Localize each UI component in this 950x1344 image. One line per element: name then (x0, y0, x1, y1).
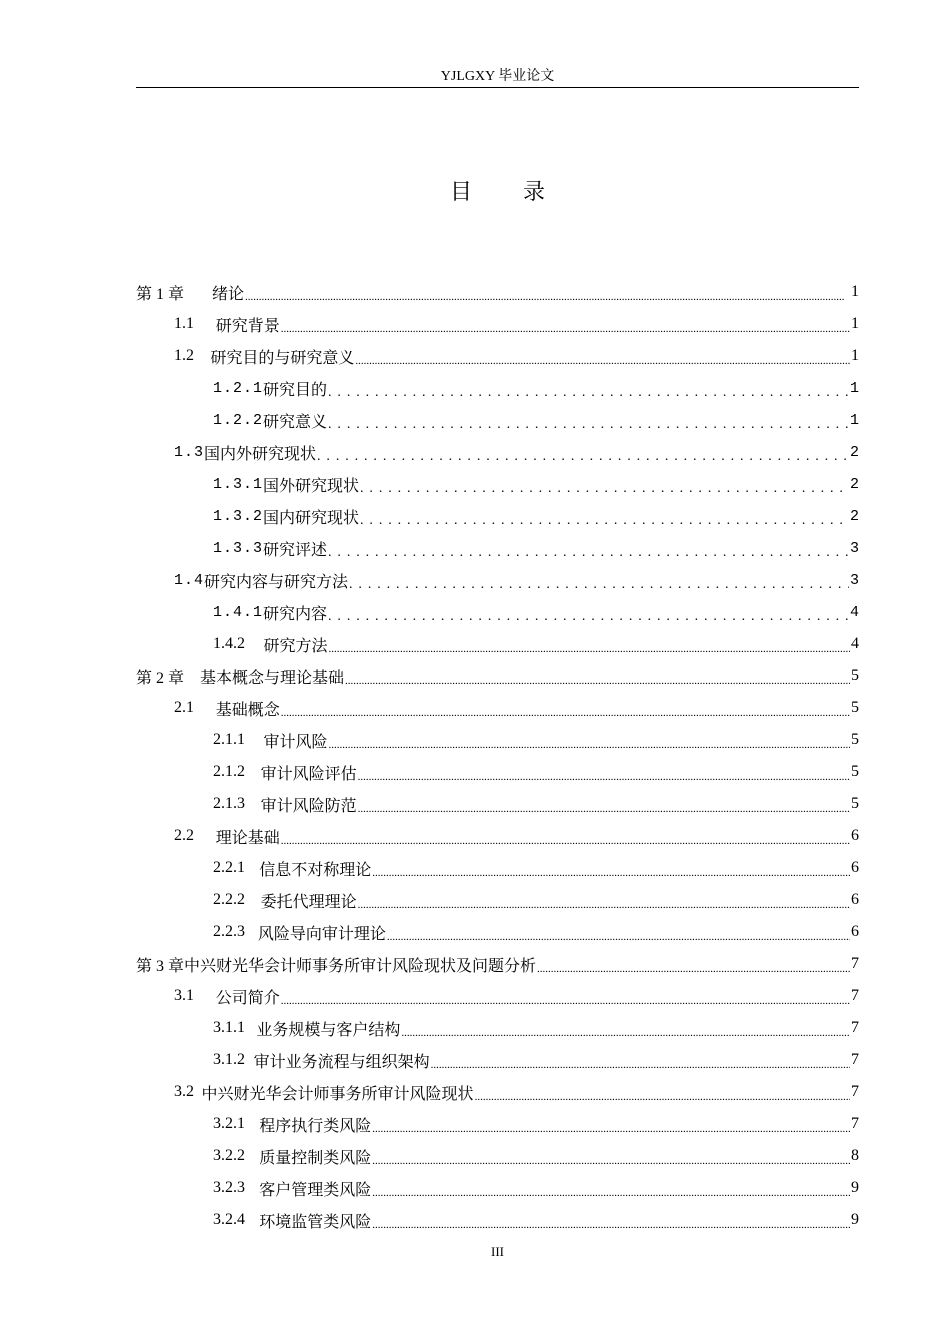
toc-dot-leader (372, 1152, 850, 1168)
toc-entry-page: 8 (851, 1147, 859, 1164)
toc-entry-label: 研究目的与研究意义 (210, 349, 355, 367)
toc-entry-number: 2.1.1 (213, 731, 245, 748)
toc-entry-page: 1 (851, 347, 859, 364)
toc-entry-number: 2.2.1 (213, 859, 245, 876)
toc-entry-label: 国内研究现状 (263, 509, 360, 527)
toc-entry[interactable] (136, 724, 859, 756)
toc-entry-label: 客户管理类风险 (259, 1181, 372, 1199)
toc-entry[interactable] (136, 628, 859, 660)
toc-entry-page: 6 (851, 923, 859, 940)
toc-dot-leader (372, 1120, 850, 1136)
toc-entry-label: 风险导向审计理论 (257, 925, 386, 943)
toc-entry-number: 2.2.2 (213, 891, 245, 908)
toc-entry[interactable] (136, 372, 859, 404)
toc-dot-leader (328, 544, 849, 560)
toc-entry-number: 3.1.2 (213, 1051, 245, 1068)
toc-entry-page: 7 (851, 1083, 859, 1100)
toc-entry-page: 2 (849, 475, 859, 493)
toc-entry-page: 7 (851, 1115, 859, 1132)
toc-entry-label: 绪论 (212, 283, 245, 303)
toc-entry-label: 理论基础 (215, 829, 280, 847)
toc-entry[interactable] (136, 852, 859, 884)
toc-entry-number: 2.2 (174, 827, 194, 844)
toc-dot-leader (328, 384, 849, 400)
toc-dot-leader (401, 1024, 850, 1040)
toc-entry-number: 3.2.2 (213, 1147, 245, 1164)
toc-entry-label: 研究目的 (263, 381, 328, 399)
toc-dot-leader (328, 640, 850, 656)
toc-entry-label: 审计业务流程与组织架构 (253, 1053, 430, 1071)
toc-dot-leader (475, 1088, 850, 1104)
toc-entry[interactable] (136, 820, 859, 852)
toc-entry-number: 2.1 (174, 699, 194, 716)
toc-dot-leader (281, 320, 850, 336)
toc-entry-label: 业务规模与客户结构 (256, 1021, 401, 1039)
toc-entry[interactable] (136, 468, 859, 500)
toc-entry-number: 3.2.3 (213, 1179, 245, 1196)
toc-dot-leader (372, 1216, 850, 1232)
toc-entry[interactable] (136, 660, 859, 692)
toc-dot-leader (372, 1184, 850, 1200)
toc-dot-leader (281, 992, 850, 1008)
toc-entry-page: 3 (849, 539, 859, 557)
page-number: III (491, 1244, 504, 1259)
toc-entry[interactable] (136, 884, 859, 916)
toc-entry[interactable] (136, 500, 859, 532)
toc-entry[interactable] (136, 596, 859, 628)
toc-entry-page: 1 (849, 379, 859, 397)
toc-dot-leader (358, 896, 850, 912)
toc-entry-number: 1.2 (174, 347, 194, 364)
toc-entry-page: 5 (851, 795, 859, 812)
toc-entry-label: 研究评述 (263, 541, 328, 559)
toc-entry[interactable] (136, 1012, 859, 1044)
toc-entry-number: 3.2 (174, 1083, 194, 1100)
toc-entry-label: 研究背景 (215, 317, 280, 335)
toc-entry-number: 1.3.2 (213, 507, 264, 525)
toc-entry[interactable] (136, 436, 859, 468)
toc-entry-label: 环境监管类风险 (259, 1213, 372, 1231)
toc-entry-page: 1 (851, 283, 859, 300)
toc-entry-label: 公司简介 (215, 989, 280, 1007)
toc-entry-label: 研究意义 (263, 413, 328, 431)
header-rule (136, 87, 859, 88)
toc-entry-page: 9 (851, 1211, 859, 1228)
toc-entry-label: 程序执行类风险 (259, 1117, 372, 1135)
toc-entry-label: 委托代理理论 (260, 893, 357, 911)
toc-entry-number: 3.2.4 (213, 1211, 245, 1228)
toc-entry-label: 基本概念与理论基础 (200, 667, 345, 687)
toc-dot-leader (360, 480, 849, 496)
toc-entry-page: 7 (851, 955, 859, 972)
toc-entry[interactable] (136, 948, 859, 980)
toc-entry-label: 中兴财光华会计师事务所审计风险现状 (201, 1085, 474, 1103)
toc-dot-leader (328, 608, 849, 624)
toc-dot-leader (349, 576, 849, 592)
toc-entry-page: 3 (849, 571, 859, 589)
toc-entry-number: 第 3 章 (136, 957, 185, 975)
toc-entry-page: 1 (851, 315, 859, 332)
toc-entry-page: 5 (851, 667, 859, 684)
toc-entry-page: 5 (851, 763, 859, 780)
toc-dot-leader (328, 416, 849, 432)
toc-entry-number: 1.2.1 (213, 379, 264, 397)
toc-entry-page: 6 (851, 891, 859, 908)
toc-entry[interactable] (136, 308, 859, 340)
toc-dot-leader (358, 800, 850, 816)
toc-entry[interactable] (136, 276, 859, 308)
toc-entry-page: 2 (849, 507, 859, 525)
toc-entry-number: 1.4.1 (213, 603, 264, 621)
toc-entry[interactable] (136, 916, 859, 948)
toc-entry-label: 国外研究现状 (263, 477, 360, 495)
toc-entry[interactable] (136, 532, 859, 564)
toc-entry-label: 研究内容与研究方法 (204, 573, 349, 591)
toc-entry-label: 审计风险评估 (260, 765, 357, 783)
toc-entry[interactable] (136, 1204, 859, 1236)
toc-entry-page: 5 (851, 731, 859, 748)
toc-entry[interactable] (136, 788, 859, 820)
toc-entry[interactable] (136, 1044, 859, 1076)
toc-dot-leader (281, 832, 850, 848)
toc-entry-page: 7 (851, 1051, 859, 1068)
toc-entry-number: 1.3.1 (213, 475, 264, 493)
toc-entry-page: 6 (851, 827, 859, 844)
toc-entry-page: 1 (849, 411, 859, 429)
toc-entry-number: 第 2 章 (136, 669, 185, 687)
toc-entry[interactable] (136, 1076, 859, 1108)
toc-entry-number: 1.3.3 (213, 539, 264, 557)
toc-entry-number: 1.2.2 (213, 411, 264, 429)
toc-dot-leader (358, 768, 850, 784)
table-of-contents (136, 276, 859, 1236)
toc-entry-number: 3.1.1 (213, 1019, 245, 1036)
toc-title: 目 录 (450, 180, 567, 205)
toc-entry-page: 7 (851, 1019, 859, 1036)
toc-entry-page: 4 (851, 635, 859, 652)
toc-entry[interactable] (136, 1140, 859, 1172)
page-header: YJLGXY 毕业论文 (440, 69, 555, 84)
toc-entry-number: 3.1 (174, 987, 194, 1004)
toc-entry-number: 1.4 (174, 571, 205, 589)
toc-entry[interactable] (136, 340, 859, 372)
toc-entry[interactable] (136, 404, 859, 436)
toc-entry-number: 1.1 (174, 315, 194, 332)
toc-dot-leader (360, 512, 849, 528)
toc-entry-label: 信息不对称理论 (259, 861, 372, 879)
toc-dot-leader (355, 352, 850, 368)
toc-dot-leader (328, 736, 850, 752)
toc-dot-leader (281, 704, 850, 720)
toc-entry-page: 9 (851, 1179, 859, 1196)
toc-entry-number: 3.2.1 (213, 1115, 245, 1132)
toc-entry-label: 研究内容 (263, 605, 328, 623)
toc-entry-number: 第 1 章 (136, 285, 185, 303)
toc-entry-number: 1.4.2 (213, 635, 245, 652)
toc-entry-number: 1.3 (174, 443, 205, 461)
toc-dot-leader (431, 1056, 850, 1072)
toc-entry-number: 2.2.3 (213, 923, 245, 940)
toc-entry[interactable] (136, 756, 859, 788)
toc-entry[interactable] (136, 980, 859, 1012)
toc-dot-leader (317, 448, 849, 464)
toc-entry-label: 基础概念 (215, 701, 280, 719)
toc-entry-number: 2.1.3 (213, 795, 245, 812)
toc-dot-leader (372, 864, 850, 880)
toc-entry-page: 6 (851, 859, 859, 876)
toc-dot-leader (345, 672, 850, 688)
toc-dot-leader (245, 288, 850, 304)
toc-entry-label: 国内外研究现状 (204, 445, 317, 463)
toc-entry-page: 4 (849, 603, 859, 621)
toc-entry-label: 质量控制类风险 (259, 1149, 372, 1167)
toc-entry-page: 5 (851, 699, 859, 716)
toc-entry-page: 2 (849, 443, 859, 461)
toc-entry-label: 审计风险防范 (260, 797, 357, 815)
toc-entry[interactable] (136, 564, 859, 596)
toc-dot-leader (387, 928, 850, 944)
toc-entry[interactable] (136, 692, 859, 724)
toc-entry-label: 审计风险 (263, 733, 328, 751)
toc-dot-leader (537, 960, 850, 976)
toc-entry-label: 研究方法 (263, 637, 328, 655)
toc-entry-number: 2.1.2 (213, 763, 245, 780)
toc-entry[interactable] (136, 1172, 859, 1204)
toc-entry-label: 中兴财光华会计师事务所审计风险现状及问题分析 (184, 955, 537, 975)
toc-entry[interactable] (136, 1108, 859, 1140)
toc-entry-page: 7 (851, 987, 859, 1004)
